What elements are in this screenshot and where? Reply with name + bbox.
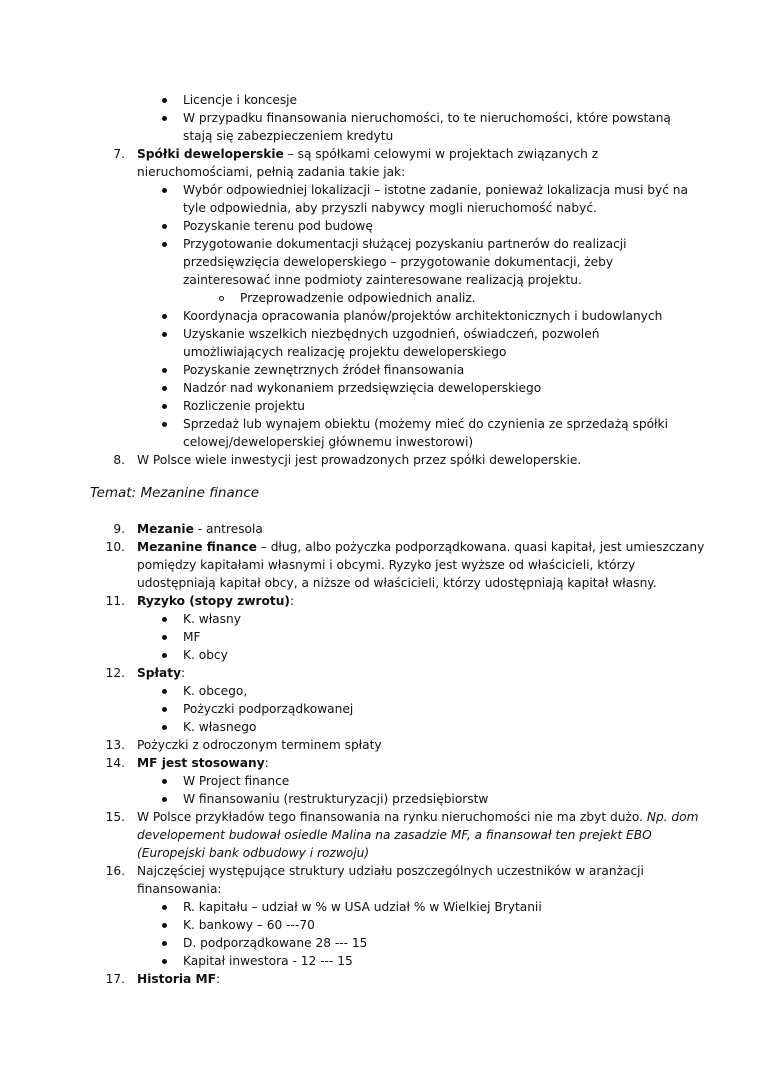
- item-number: 14.: [105, 756, 125, 770]
- item-number: 8.: [113, 453, 125, 467]
- list-item: Sprzedaż lub wynajem obiektu (możemy mieć do czynienia ze sprzedażą spółki: [183, 417, 668, 431]
- list-item: K. bankowy – 60 ---70: [183, 918, 315, 932]
- list-item: Rozliczenie projektu: [183, 399, 306, 413]
- item-number: 9.: [113, 522, 125, 536]
- item-term: Ryzyko (stopy zwrotu): [137, 594, 290, 608]
- section-heading: Temat: Mezanine finance: [90, 485, 260, 501]
- item-term: Mezanie: [137, 522, 194, 536]
- list-item: K. obcego,: [183, 684, 248, 698]
- list-item: Licencje i koncesje: [183, 93, 298, 107]
- list-item-continuation: celowej/deweloperskiej głównemu inwestorowi): [183, 435, 474, 449]
- item-text: - antresola: [193, 522, 263, 536]
- bullet-icon: [162, 797, 167, 802]
- bullet-icon: [162, 617, 167, 622]
- item-text: :: [181, 666, 186, 680]
- numbered-item-continuation: finansowania:: [137, 882, 222, 896]
- item-number: 10.: [105, 540, 125, 554]
- list-item: W Project finance: [183, 774, 290, 788]
- numbered-item-continuation: developement budował osiedle Malina na zasadzie MF, a finansował ten prejekt EBO: [137, 828, 652, 842]
- bullet-icon: [162, 959, 167, 964]
- list-item: Pożyczki podporządkowanej: [183, 702, 354, 716]
- list-item: Kapitał inwestora - 12 --- 15: [183, 954, 353, 968]
- numbered-item: [137, 664, 185, 682]
- bullet-icon: [162, 404, 167, 409]
- item-number: 7.: [113, 147, 125, 161]
- item-term: Mezanine finance: [137, 540, 257, 554]
- bullet-icon: [162, 635, 167, 640]
- item-number: 16.: [105, 864, 125, 878]
- list-item: K. własnego: [183, 720, 257, 734]
- list-item: W przypadku finansowania nieruchomości, to te nieruchomości, które powstaną: [183, 111, 671, 125]
- item-text: W Polsce przykładów tego finansowania na rynku nieruchomości nie ma zbyt dużo.: [137, 810, 643, 824]
- item-number: 12.: [105, 666, 125, 680]
- item-text: :: [215, 972, 221, 986]
- numbered-item: Pożyczki z odroczonym terminem spłaty: [137, 738, 382, 752]
- sub-list-item: Przeprowadzenie odpowiednich analiz.: [240, 291, 476, 305]
- numbered-item: Najczęściej występujące struktury udziału poszczególnych uczestników w aranżacji: [137, 864, 644, 878]
- list-item: Przygotowanie dokumentacji służącej pozyskaniu partnerów do realizacji: [183, 237, 627, 251]
- numbered-item-continuation: (Europejski bank odbudowy i rozwoju): [137, 846, 370, 860]
- list-item: R. kapitału – udział w % w USA udział % w Wielkiej Brytanii: [183, 900, 542, 914]
- item-italic-text: Np. dom: [646, 810, 699, 824]
- item-text: – są spółkami celowymi w projektach związanych z: [283, 147, 599, 161]
- item-number: 15.: [105, 810, 125, 824]
- bullet-icon: [162, 386, 167, 391]
- list-item: Nadzór nad wykonaniem przedsięwzięcia deweloperskiego: [183, 381, 542, 395]
- bullet-icon: [162, 242, 167, 247]
- list-item: Pozyskanie terenu pod budowę: [183, 219, 373, 233]
- bullet-icon: [162, 116, 167, 121]
- item-number: 11.: [105, 594, 125, 608]
- bullet-icon: [162, 422, 167, 427]
- numbered-item: [137, 754, 269, 772]
- item-term: Historia MF: [137, 972, 216, 986]
- item-number: 13.: [105, 738, 125, 752]
- list-item-continuation: umożliwiających realizację projektu deweloperskiego: [183, 345, 507, 359]
- numbered-item: [137, 145, 598, 163]
- list-item: W finansowaniu (restrukturyzacji) przedsiębiorstw: [183, 792, 489, 806]
- list-item: Wybór odpowiedniej lokalizacji – istotne zadanie, ponieważ lokalizacja musi być na: [183, 183, 689, 197]
- list-item: D. podporządkowane 28 --- 15: [183, 936, 368, 950]
- bullet-icon: [162, 689, 167, 694]
- item-text: – dług, albo pożyczka podporządkowana. quasi kapitał, jest umieszczany: [256, 540, 705, 554]
- list-item-continuation: przedsięwzięcia deweloperskiego – przygotowanie dokumentacji, żeby: [183, 255, 614, 269]
- bullet-icon: [162, 188, 167, 193]
- list-item: Pozyskanie zewnętrznych źródeł finansowania: [183, 363, 465, 377]
- numbered-item-continuation: pomiędzy kapitałami własnymi i obcymi. Ryzyko jest wyższe od właścicieli, którzy: [137, 558, 636, 572]
- list-item: Uzyskanie wszelkich niezbędnych uzgodnień, oświadczeń, pozwoleń: [183, 327, 600, 341]
- item-text: :: [289, 594, 295, 608]
- numbered-item: [137, 538, 704, 556]
- sub-bullet-icon: [219, 296, 224, 301]
- bullet-icon: [162, 653, 167, 658]
- list-item: K. obcy: [183, 648, 228, 662]
- numbered-item: [137, 592, 294, 610]
- bullet-icon: [162, 224, 167, 229]
- item-text: :: [264, 756, 269, 770]
- item-term: Spółki deweloperskie: [137, 147, 284, 161]
- item-number: 17.: [105, 972, 125, 986]
- item-term: Spłaty: [137, 666, 182, 680]
- bullet-icon: [162, 725, 167, 730]
- bullet-icon: [162, 332, 167, 337]
- bullet-icon: [162, 98, 167, 103]
- numbered-item-continuation: udostępniają kapitał obcy, a niższe od właścicieli, którzy udostępniają kapitał własny.: [137, 576, 657, 590]
- bullet-icon: [162, 779, 167, 784]
- list-item: MF: [183, 630, 201, 644]
- list-item: K. własny: [183, 612, 241, 626]
- bullet-icon: [162, 923, 167, 928]
- bullet-icon: [162, 905, 167, 910]
- list-item: Koordynacja opracowania planów/projektów architektonicznych i budowlanych: [183, 309, 663, 323]
- bullet-icon: [162, 314, 167, 319]
- list-item-continuation: tyle odpowiednia, aby przyszli nabywcy mogli nieruchomość nabyć.: [183, 201, 597, 215]
- numbered-item-continuation: nieruchomościami, pełnią zadania takie jak:: [137, 165, 406, 179]
- bullet-icon: [162, 707, 167, 712]
- numbered-item: W Polsce wiele inwestycji jest prowadzonych przez spółki deweloperskie.: [137, 453, 582, 467]
- bullet-icon: [162, 941, 167, 946]
- bullet-icon: [162, 368, 167, 373]
- numbered-item: [137, 808, 699, 826]
- list-item-continuation: stają się zabezpieczeniem kredytu: [183, 129, 394, 143]
- item-term: MF jest stosowany: [137, 756, 265, 770]
- list-item-continuation: zainteresować inne podmioty zainteresowane realizacją projektu.: [183, 273, 582, 287]
- numbered-item: [137, 520, 263, 538]
- numbered-item: [137, 970, 220, 988]
